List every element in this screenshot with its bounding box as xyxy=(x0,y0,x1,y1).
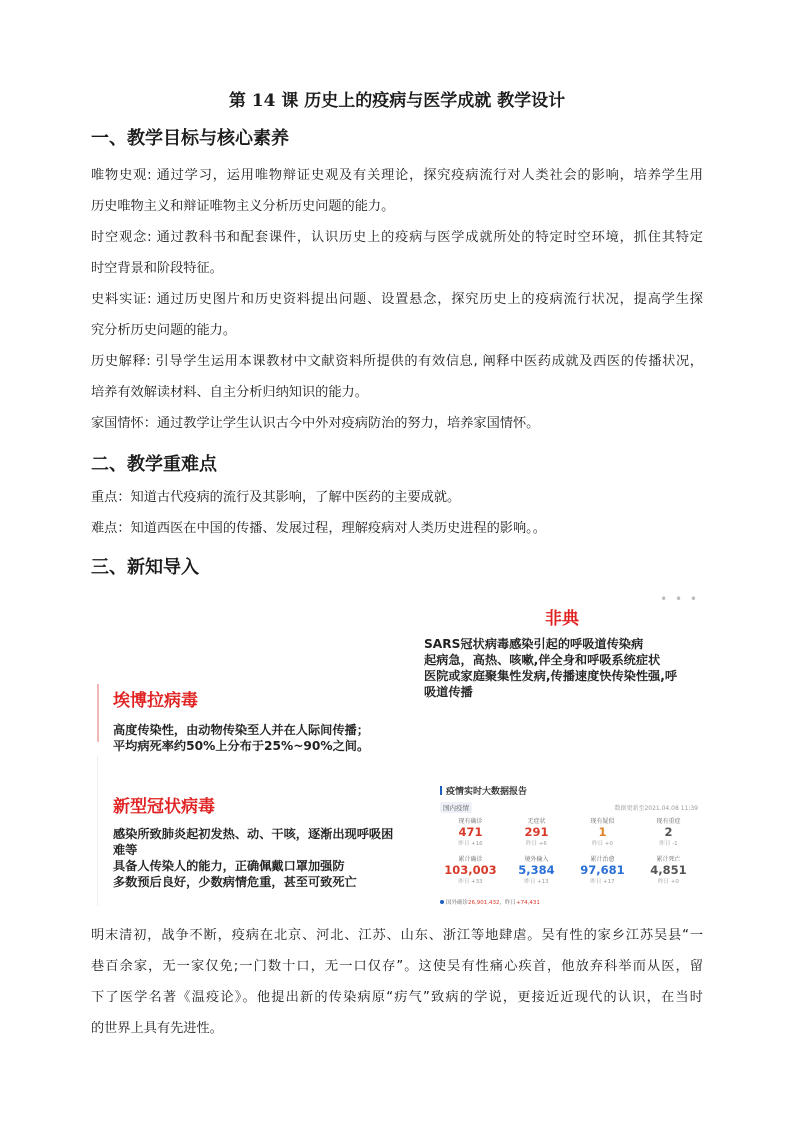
covid-title: 新型冠状病毒 xyxy=(113,797,215,817)
objective-line: 历史唯物主义和辩证唯物主义分析历史问题的能力。 xyxy=(91,199,395,214)
stat-delta: 昨日 +0 xyxy=(658,879,679,885)
difficult-point: 难点：知道西医在中国的传播、发展过程，理解疫病对人类历史进程的影响。。 xyxy=(91,521,546,536)
objective-line: 时空背景和阶段特征。 xyxy=(91,261,223,276)
stat-label: 无症状 xyxy=(527,818,546,825)
section-heading-objectives: 一、教学目标与核心素养 xyxy=(91,128,289,149)
document-title: 第 14 课 历史上的疫病与医学成就 教学设计 xyxy=(228,91,566,111)
stat-label: 现有重症 xyxy=(656,818,681,825)
stat-label: 境外输入 xyxy=(524,856,549,863)
covid-line: 感染所致肺炎起初发热、动、干咳，逐渐出现呼吸困 xyxy=(113,827,394,841)
overseas-delta: +74,431 xyxy=(516,900,540,906)
stat-value: 1 xyxy=(598,825,607,839)
sars-line: 吸道传播 xyxy=(424,685,473,699)
stat-cell xyxy=(636,854,701,885)
ebola-line: 高度传染性，由动物传染至人并在人际间传播； xyxy=(113,723,369,737)
stat-label: 现有确诊 xyxy=(458,818,483,825)
passage-line: 明末清初，战争不断，疫病在北京、河北、江苏、山东、浙江等地肆虐。吴有性的家乡江苏吴县“一 xyxy=(91,928,703,943)
ebola-description xyxy=(113,722,413,754)
overseas-confirmed xyxy=(440,898,540,906)
sars-line: 医院或家庭聚集性发病,传播速度快传染性强,呼 xyxy=(424,669,678,683)
stat-delta: 昨日 +6 xyxy=(526,841,547,847)
section-heading-key-points: 二、教学重难点 xyxy=(91,454,217,475)
passage-line: 巷百余家，无一家仅免;一门数十口，无一口仅存”。这使吴有性痛心疾首，他放弃科举而从医，留 xyxy=(91,959,703,974)
ebola-line: 平均病死率约50%上分布于25%~90%之间。 xyxy=(113,739,370,753)
stat-label: 累计死亡 xyxy=(656,856,681,863)
sars-line: 起病急，高热、咳嗽,伴全身和呼吸系统症状 xyxy=(424,653,661,667)
stat-label: 累计治愈 xyxy=(590,856,615,863)
objective-line: 唯物史观: 通过学习，运用唯物辩证史观及有关理论，探究疫病流行对人类社会的影响，培养学生用 xyxy=(91,168,703,183)
stat-label: 累计确诊 xyxy=(458,856,483,863)
epidemic-collage-image xyxy=(91,590,703,912)
epidemic-data-panel xyxy=(432,778,702,912)
covid-line: 难等 xyxy=(113,843,138,857)
objective-line: 培养有效解读材料、自主分析归纳知识的能力。 xyxy=(91,385,368,400)
stat-delta: 昨日 +17 xyxy=(590,879,615,885)
ebola-accent-bar xyxy=(97,684,99,742)
stat-value: 103,003 xyxy=(444,863,497,877)
sars-line: SARS冠状病毒感染引起的呼吸道传染病 xyxy=(424,637,644,651)
key-points-text xyxy=(91,482,703,544)
overseas-label: 国外确诊 xyxy=(446,900,469,906)
update-time: 数据更新至2021.04.08 11:39 xyxy=(614,805,698,812)
divider xyxy=(97,756,98,906)
stat-cell xyxy=(504,816,569,847)
stat-delta: 昨日 +33 xyxy=(458,879,483,885)
panel-heading-text: 疫情实时大数据报告 xyxy=(446,787,528,797)
stat-value: 2 xyxy=(664,825,673,839)
stat-cell xyxy=(438,854,503,885)
sars-description xyxy=(424,636,704,700)
stat-cell xyxy=(504,854,569,885)
key-point: 重点：知道古代疫病的流行及其影响，了解中医药的主要成就。 xyxy=(91,490,461,505)
stat-cell xyxy=(570,854,635,885)
covid-line: 多数预后良好，少数病情危重，甚至可致死亡 xyxy=(113,875,357,889)
accent-bar xyxy=(440,786,442,795)
domestic-tab-label: 国内疫情 xyxy=(440,802,472,813)
stat-delta: 昨日 +0 xyxy=(592,841,613,847)
globe-icon xyxy=(440,900,444,904)
ebola-title: 埃博拉病毒 xyxy=(113,691,198,711)
overseas-value: 26,901,432 xyxy=(468,900,500,906)
stat-delta: 昨日 -1 xyxy=(659,841,678,847)
domestic-tab xyxy=(440,802,472,813)
panel-heading xyxy=(440,784,527,797)
covid-line: 具备人传染人的能力，正确佩戴口罩加强防 xyxy=(113,859,345,873)
objectives-text xyxy=(91,160,703,439)
objective-line: 家国情怀：通过教学让学生认识古今中外对疫病防治的努力，培养家国情怀。 xyxy=(91,416,540,431)
stat-cell xyxy=(570,816,635,847)
objective-line: 究分析历史问题的能力。 xyxy=(91,323,237,338)
stat-delta: 昨日 +13 xyxy=(524,879,549,885)
stat-value: 471 xyxy=(458,825,483,839)
overseas-suffix: ，昨日 xyxy=(499,900,517,906)
stat-cell xyxy=(438,816,503,847)
stat-label: 现有疑似 xyxy=(590,818,615,825)
sars-title: 非典 xyxy=(545,609,579,629)
covid-description xyxy=(113,826,431,890)
stat-value: 291 xyxy=(524,825,549,839)
more-dots-icon: • • • xyxy=(660,592,699,606)
stat-value: 97,681 xyxy=(580,863,625,877)
stat-value: 4,851 xyxy=(650,863,687,877)
stat-delta: 昨日 +16 xyxy=(458,841,483,847)
section-heading-introduction: 三、新知导入 xyxy=(91,557,199,578)
passage-line: 的世界上具有先进性。 xyxy=(91,1021,223,1036)
stat-cell xyxy=(636,816,701,847)
objective-line: 史料实证: 通过历史图片和历史资料提出问题、设置悬念，探究历史上的疫病流行状况，提高学生探 xyxy=(91,292,703,307)
stat-value: 5,384 xyxy=(518,863,555,877)
objective-line: 时空观念: 通过教科书和配套课件，认识历史上的疫病与医学成就所处的特定时空环境，抓住其特定 xyxy=(91,230,703,245)
passage-line: 下了医学名著《温疫论》。他提出新的传染病原“疠气”致病的学说，更接近近现代的认识，在当时 xyxy=(91,990,703,1005)
objective-line: 历史解释: 引导学生运用本课教材中文献资料所提供的有效信息, 阐释中医药成就及西医的传播状况， xyxy=(91,354,703,369)
intro-passage xyxy=(91,920,703,1044)
